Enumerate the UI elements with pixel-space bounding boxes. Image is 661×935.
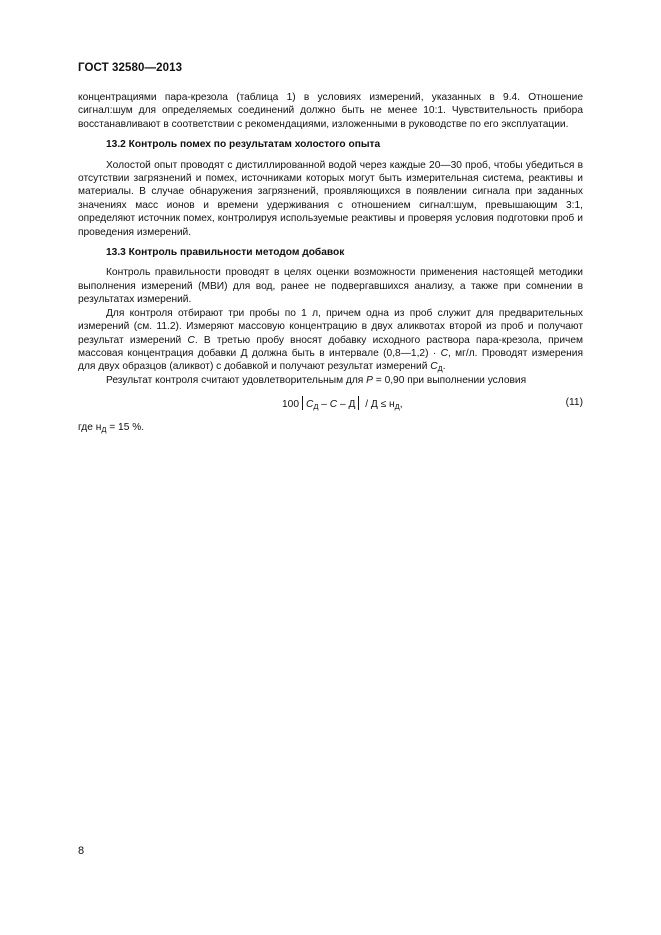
abs-bar-left <box>302 396 303 410</box>
subscript: Д <box>394 402 400 412</box>
formula-comma: , <box>399 399 403 411</box>
operator: – Д <box>337 399 356 411</box>
abs-bar-right <box>358 396 359 410</box>
text-run: = 15 %. <box>106 422 145 434</box>
where-clause <box>78 421 583 434</box>
formula-number: (11) <box>565 397 583 409</box>
text-run: где н <box>78 422 102 434</box>
section-13-3-title: 13.3 Контроль правильности методом добавок <box>106 247 345 259</box>
section-13-2-title: 13.2 Контроль помех по результатам холостого опыта <box>106 139 381 151</box>
document-code: ГОСТ 32580—2013 <box>78 62 183 74</box>
intro-paragraph: концентрациями пара-крезола (таблица 1) в условиях измерений, указанных в 9.4. Отношение сигнал:шум для определяемых соединений должно быть не менее 10:1. Чувствительность прибора восстанавливают в соответствии с рекомендациями, изложенными в руководстве по его эксплуатации. <box>78 92 583 130</box>
symbol-c: C <box>329 399 338 411</box>
page-number: 8 <box>78 845 85 857</box>
symbol-c: C <box>440 347 448 359</box>
document-body <box>78 91 583 435</box>
section-13-3-paragraph-2 <box>78 307 583 374</box>
operator: – <box>318 399 330 411</box>
section-13-3-paragraph-1: Контроль правильности проводят в целях оценки возможности применения настоящей методики выполнения измерений (МВИ) для вод, ранее не подвергавшихся анализу, а также при сомнении в результатах измерений. <box>78 267 583 306</box>
text-run: . <box>442 361 446 373</box>
formula-11 <box>78 393 583 413</box>
formula-coefficient: 100 <box>282 399 299 411</box>
symbol-c: C <box>187 334 195 346</box>
text-run: . В третью пробу вносят добавку исходного раствора пара-крезола, причем массовая концентрация добавки Д должна быть в интервале (0,8—1,2) · <box>78 334 583 359</box>
formula-expression <box>282 396 403 411</box>
text-run: , мг/л. Проводят измерения для двух образцов (аликвот) с добавкой и получают результат измерений <box>78 347 583 373</box>
text-run: Результат контроля считают удовлетворительным для <box>106 374 367 386</box>
subscript: Д <box>313 402 319 412</box>
formula-suffix: / Д ≤ н <box>362 399 395 411</box>
section-13-2-paragraph: Холостой опыт проводят с дистиллированной водой через каждые 20—30 проб, чтобы убедиться в отсутствии загрязнений и помех, источниками которых могут быть измерительная система, реактивы и материалы. В случае обнаружения загрязнений, проявляющихся в появлении сигнала при заданных значениях масс ионов и времени удерживания с отношением сигнал:шум, превышающим 3:1, определяют источник помех, контролируя используемые реактивы и проверяя условия подготовки проб и проведения измерений. <box>78 159 583 238</box>
subscript: Д <box>101 425 107 435</box>
symbol-c-d: C <box>306 399 314 411</box>
symbol-c-d: C <box>430 361 438 373</box>
subscript: Д <box>437 364 443 374</box>
section-13-3-paragraph-3 <box>78 374 583 387</box>
text-run: = 0,90 при выполнении условия <box>372 374 527 386</box>
text-run: Для контроля отбирают три пробы по 1 л, причем одна из проб служит для предварительных измерений (см. 11.2). Измеряют массовую концентрацию в двух аликвотах второй из проб и получают результат измерений <box>78 307 583 346</box>
symbol-p: P <box>366 374 373 386</box>
